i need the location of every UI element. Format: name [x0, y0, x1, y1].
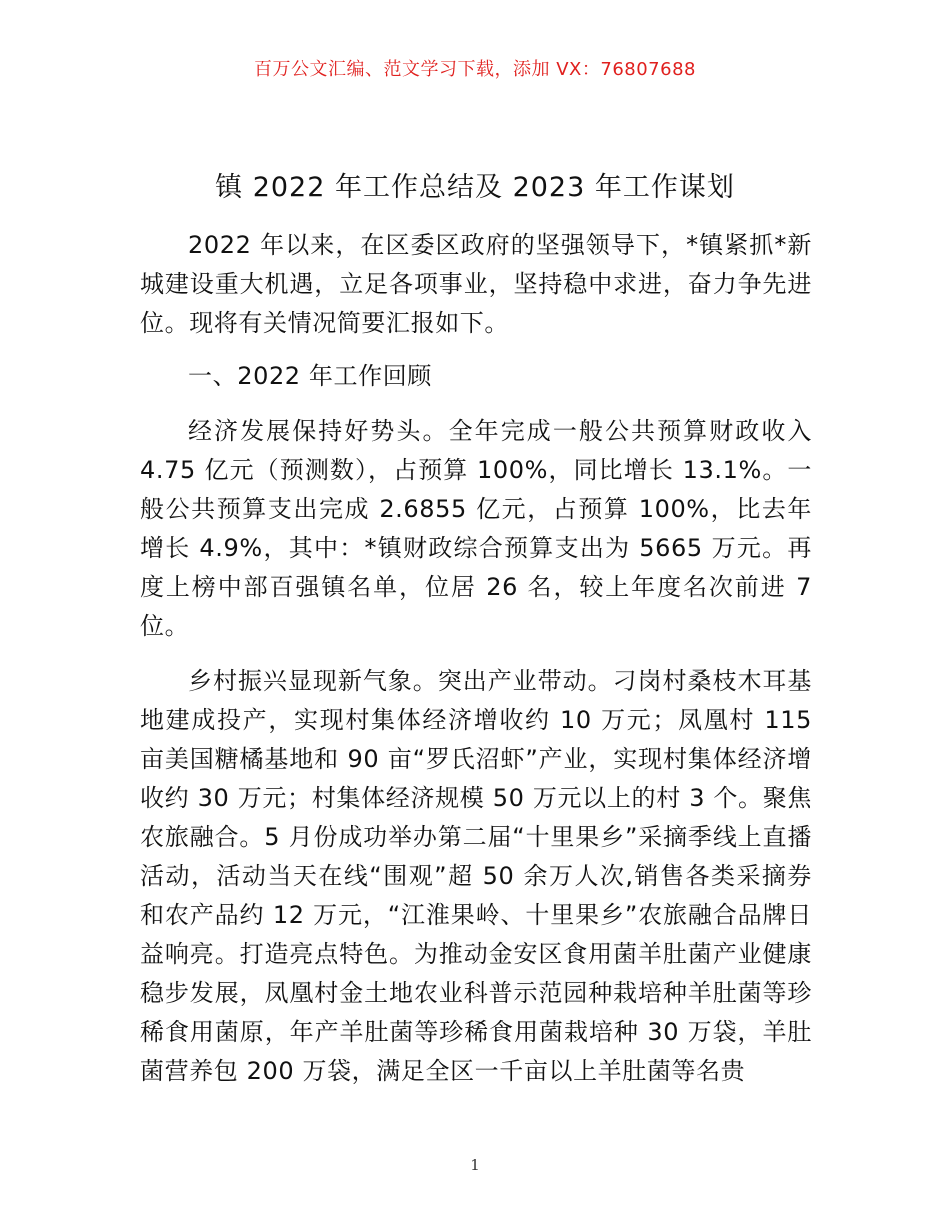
section-heading-work-review: 一、2022 年工作回顾	[188, 362, 432, 390]
page-number: 1	[470, 1156, 480, 1174]
document-title: 镇 2022 年工作总结及 2023 年工作谋划	[215, 172, 735, 203]
paragraph-intro: 2022 年以来，在区委区政府的坚强领导下，*镇紧抓*新城建设重大机遇，立足各项事业，坚持稳中求进，奋力争先进位。现将有关情况简要汇报如下。	[140, 231, 812, 337]
header-banner: 百万公文汇编、范文学习下载，添加 VX：76807688	[254, 59, 696, 80]
paragraph-rural-revitalization: 乡村振兴显现新气象。突出产业带动。刁岗村桑枝木耳基地建成投产，实现村集体经济增收约 10 万元；凤凰村 115 亩美国糖橘基地和 90 亩“罗氏沼虾”产业，实现村集体经济增收约 30 万元；村集体经济规模 50 万元以上的村 3 个。聚焦农旅融合。5 月份成功举办第二届“十里果乡”采摘季线上直播活动，活动当天在线“围观”超 50 余万人次,销售各类采摘券和农产品约 12 万元，“江淮果岭、十里果乡”农旅融合品牌日益响亮。打造亮点特色。为推动金安区食用菌羊肚菌产业健康稳步发展，凤凰村金土地农业科普示范园种栽培种羊肚菌等珍稀食用菌原，年产羊肚菌等珍稀食用菌栽培种 30 万袋，羊肚菌营养包 200 万袋，满足全区一千亩以上羊肚菌等名贵	[140, 667, 812, 1085]
paragraph-economy: 经济发展保持好势头。全年完成一般公共预算财政收入 4.75 亿元（预测数），占预算 100%，同比增长 13.1%。一般公共预算支出完成 2.6855 亿元，占预算 100%，比去年增长 4.9%，其中：*镇财政综合预算支出为 5665 万元。再度上榜中部百强镇名单，位居 26 名，较上年度名次前进 7 位。	[140, 417, 812, 640]
document-body	[140, 226, 812, 1091]
